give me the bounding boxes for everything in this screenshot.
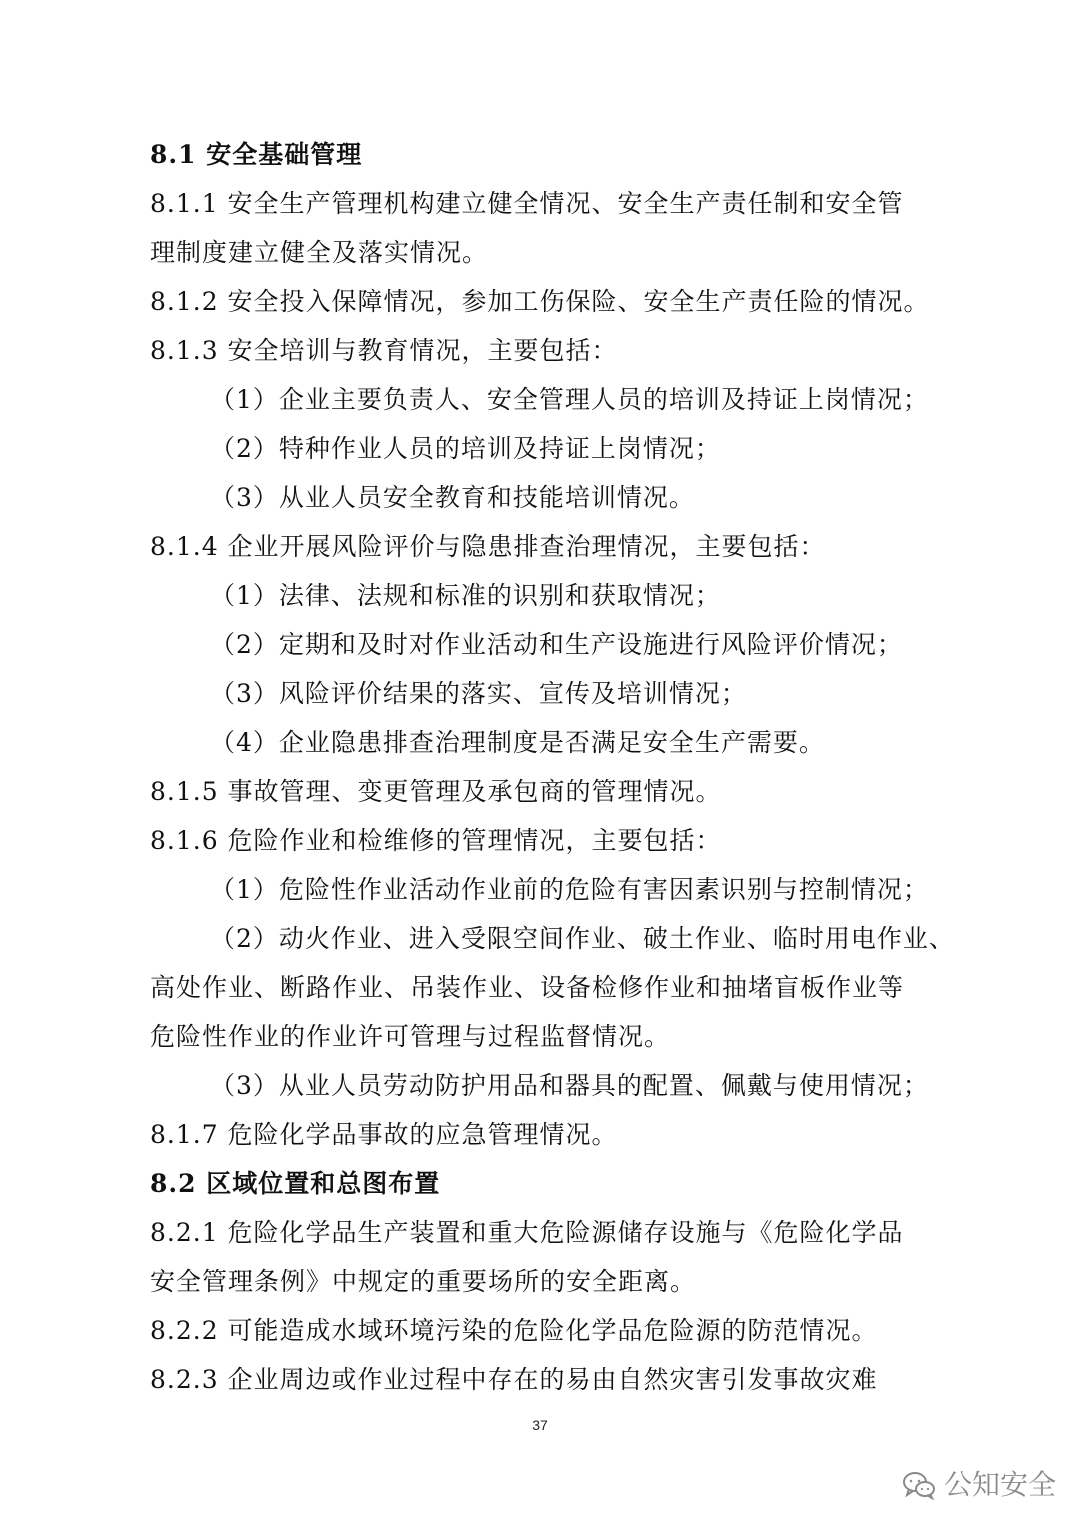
list-item: （1）企业主要负责人、安全管理人员的培训及持证上岗情况； [210, 385, 929, 414]
text-line: 8.1.3 安全培训与教育情况，主要包括： [150, 336, 618, 365]
watermark-text: 公知安全 [944, 1468, 1057, 1501]
section-heading-8-1: 8.1 安全基础管理 [150, 140, 363, 169]
text-line: 危险性作业的作业许可管理与过程监督情况。 [150, 1022, 671, 1051]
list-item: （2）特种作业人员的培训及持证上岗情况； [210, 434, 721, 463]
watermark [902, 1465, 1056, 1505]
text-line: 高处作业、断路作业、吊装作业、设备检修作业和抽堵盲板作业等 [150, 973, 905, 1002]
text-line: 8.1.5 事故管理、变更管理及承包商的管理情况。 [150, 777, 722, 806]
text-line: 8.1.6 危险作业和检维修的管理情况，主要包括： [150, 826, 722, 855]
text-line: 8.2.2 可能造成水域环境污染的危险化学品危险源的防范情况。 [150, 1316, 878, 1345]
text-line: 8.1.4 企业开展风险评价与隐患排查治理情况，主要包括： [150, 532, 826, 561]
text-line: 8.1.1 安全生产管理机构建立健全情况、安全生产责任制和安全管 [150, 189, 904, 218]
text-line: 8.2.1 危险化学品生产装置和重大危险源储存设施与《危险化学品 [150, 1218, 904, 1247]
page-number: 37 [532, 1417, 548, 1433]
list-item: （3）风险评价结果的落实、宣传及培训情况； [210, 679, 747, 708]
list-item: （2）定期和及时对作业活动和生产设施进行风险评价情况； [210, 630, 903, 659]
list-item: （2）动火作业、进入受限空间作业、破土作业、临时用电作业、 [210, 924, 955, 953]
text-line: 8.1.2 安全投入保障情况，参加工伤保险、安全生产责任险的情况。 [150, 287, 930, 316]
text-line: 8.2.3 企业周边或作业过程中存在的易由自然灾害引发事故灾难 [150, 1365, 878, 1394]
section-heading-8-2: 8.2 区域位置和总图布置 [150, 1169, 441, 1198]
list-item: （1）法律、法规和标准的识别和获取情况； [210, 581, 721, 610]
list-item: （1）危险性作业活动作业前的危险有害因素识别与控制情况； [210, 875, 929, 904]
text-line: 8.1.7 危险化学品事故的应急管理情况。 [150, 1120, 618, 1149]
text-line: 理制度建立健全及落实情况。 [150, 238, 489, 267]
list-item: （4）企业隐患排查治理制度是否满足安全生产需要。 [210, 728, 825, 757]
list-item: （3）从业人员安全教育和技能培训情况。 [210, 483, 695, 512]
list-item: （3）从业人员劳动防护用品和器具的配置、佩戴与使用情况； [210, 1071, 929, 1100]
wechat-icon [902, 1470, 936, 1500]
text-line: 安全管理条例》中规定的重要场所的安全距离。 [150, 1267, 697, 1296]
